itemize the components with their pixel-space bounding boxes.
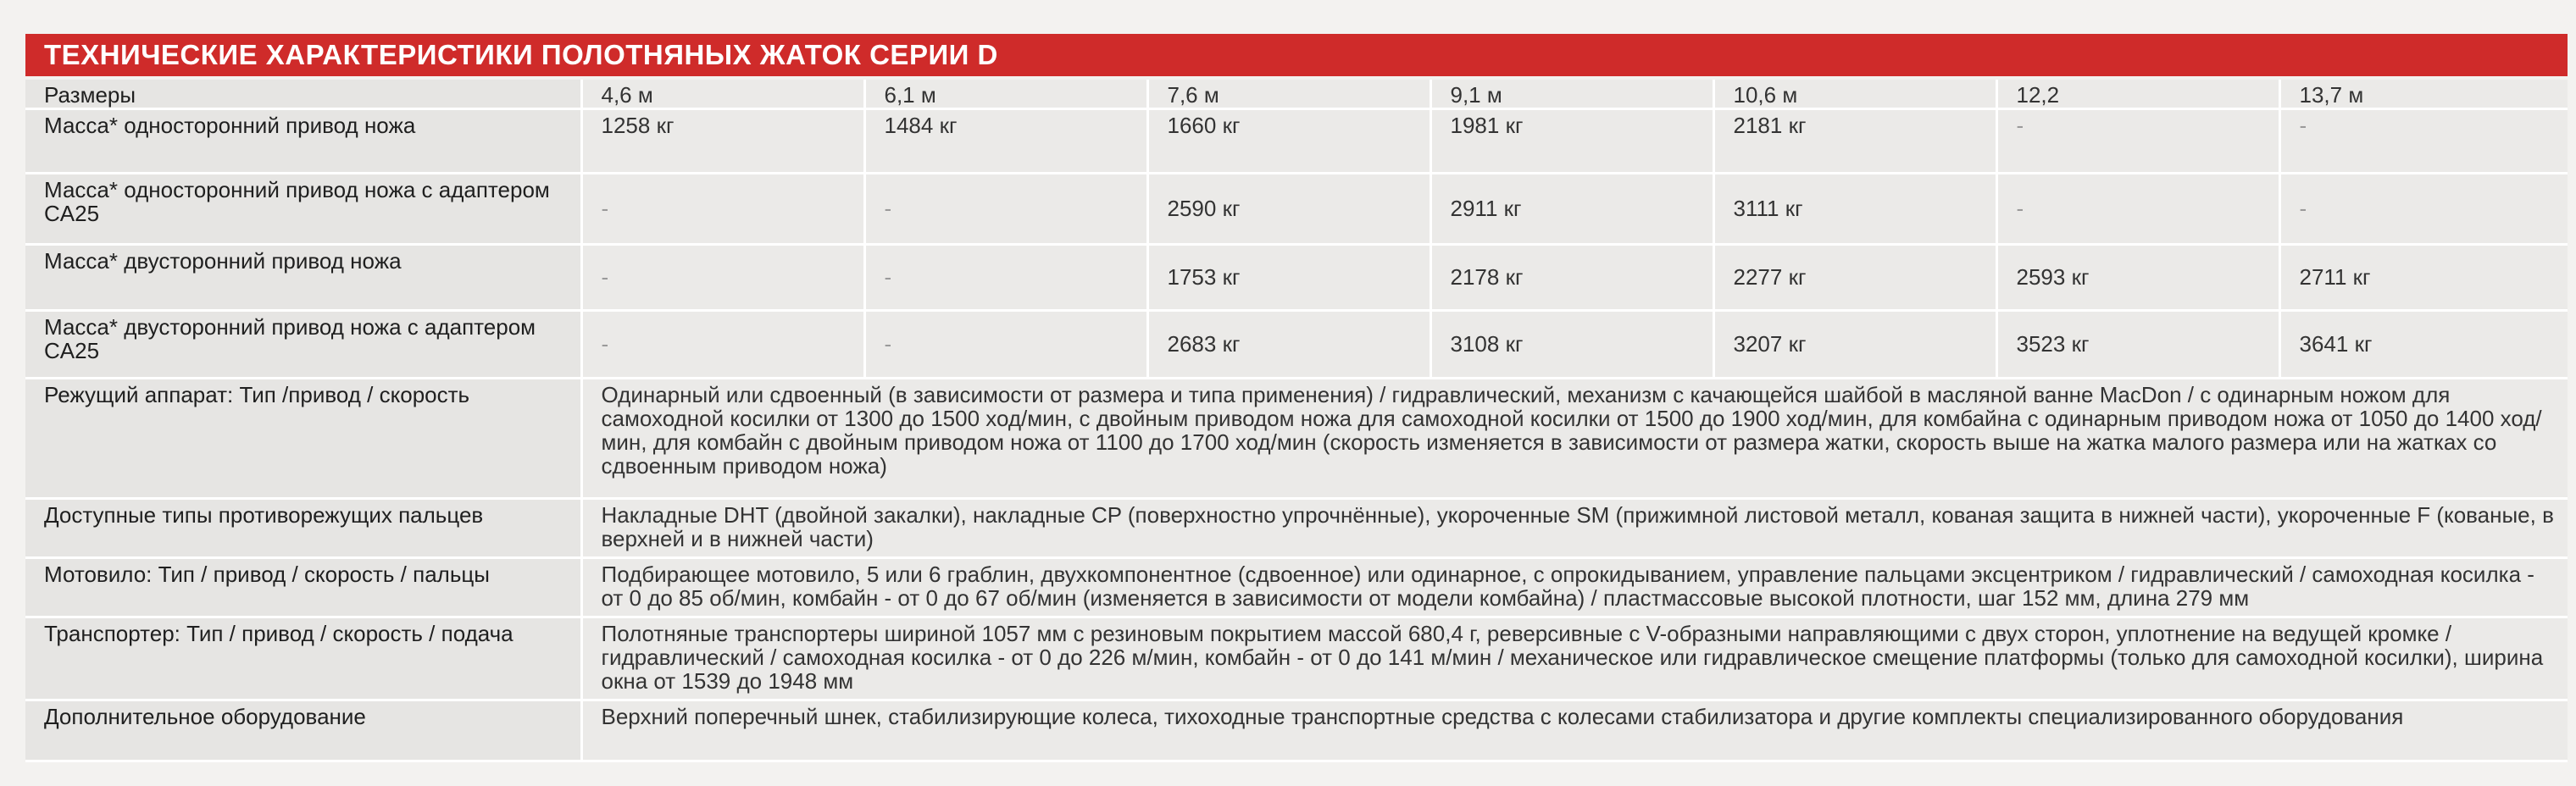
row-label: Транспортер: Тип / привод / скорость / подача [25, 617, 581, 700]
table-row-cutter [25, 378, 2568, 498]
value-cell: 1660 кг [1147, 108, 1430, 173]
table-title-banner: ТЕХНИЧЕСКИЕ ХАРАКТЕРИСТИКИ ПОЛОТНЯНЫХ ЖАТОК СЕРИИ D [25, 34, 2568, 76]
value-cell: 2178 кг [1430, 244, 1713, 310]
size-cell: 13,7 м [2279, 80, 2568, 108]
table-row-mass-single-ca25 [25, 173, 2568, 244]
value-cell: - [1996, 108, 2279, 173]
row-label: Режущий аппарат: Тип /привод / скорость [25, 378, 581, 498]
value-cell: - [2279, 108, 2568, 173]
table-row-mass-double [25, 244, 2568, 310]
size-cell: 4,6 м [581, 80, 864, 108]
row-label: Размеры [25, 80, 581, 108]
value-cell: 1753 кг [1147, 244, 1430, 310]
table-row-sizes [25, 80, 2568, 108]
row-label: Доступные типы противорежущих пальцев [25, 498, 581, 557]
size-cell: 7,6 м [1147, 80, 1430, 108]
value-cell: - [581, 310, 864, 378]
value-cell: 3207 кг [1713, 310, 1996, 378]
table-row-reel [25, 557, 2568, 617]
table-row-mass-double-ca25 [25, 310, 2568, 378]
description-cell: Накладные DHT (двойной закалки), накладные CP (поверхностно упрочнённые), укороченные SM (прижимной листовой металл, кованая защита в нижней части), укороченные F (кованые, в верхней и в нижней части) [581, 498, 2568, 557]
value-cell: 3641 кг [2279, 310, 2568, 378]
description-cell: Одинарный или сдвоенный (в зависимости от размера и типа применения) / гидравлический, механизм с качающейся шайбой в масляной ванне MacDon / с одинарным ножом для самоходной косилки от 1300 до 1500 ход/мин, с двойным приводом ножа для самоходной косилки от 1500 до 1900 ход/мин, для комбайна с одинарным приводом ножа от 1050 до 1400 ход/мин, для комбайн с двойным приводом ножа от 1100 до 1700 ход/мин (скорость изменяется в зависимости от размера жатки, скорость выше на жатка малого размера или на жатках со сдвоенным приводом ножа) [581, 378, 2568, 498]
value-cell: 1258 кг [581, 108, 864, 173]
value-cell: - [864, 310, 1147, 378]
value-cell: 3523 кг [1996, 310, 2279, 378]
value-cell: 3108 кг [1430, 310, 1713, 378]
value-cell: 2590 кг [1147, 173, 1430, 244]
value-cell: 2683 кг [1147, 310, 1430, 378]
description-cell: Полотняные транспортеры шириной 1057 мм с резиновым покрытием массой 680,4 г, реверсивные с V-образными направляющими с двух сторон, уплотнение на ведущей кромке / гидравлический / самоходная косилка - от 0 до 226 м/мин, комбайн - от 0 до 141 м/мин / механическое или гидравлическое смещение платформы (только для самоходной косилки), ширина окна от 1539 до 1948 мм [581, 617, 2568, 700]
row-label: Дополнительное оборудование [25, 700, 581, 761]
size-cell: 12,2 [1996, 80, 2279, 108]
row-label: Масса* двусторонний привод ножа с адаптером CA25 [25, 310, 581, 378]
value-cell: - [1996, 173, 2279, 244]
value-cell: 2711 кг [2279, 244, 2568, 310]
value-cell: - [864, 244, 1147, 310]
size-cell: 10,6 м [1713, 80, 1996, 108]
row-label: Масса* односторонний привод ножа с адаптером CA25 [25, 173, 581, 244]
table-row-options [25, 700, 2568, 761]
value-cell: 2277 кг [1713, 244, 1996, 310]
size-cell: 6,1 м [864, 80, 1147, 108]
table-row-guards [25, 498, 2568, 557]
value-cell: 1981 кг [1430, 108, 1713, 173]
specifications-table [25, 80, 2568, 762]
value-cell: 3111 кг [1713, 173, 1996, 244]
value-cell: 2181 кг [1713, 108, 1996, 173]
value-cell: - [581, 173, 864, 244]
row-label: Масса* односторонний привод ножа [25, 108, 581, 173]
value-cell: 2593 кг [1996, 244, 2279, 310]
description-cell: Подбирающее мотовило, 5 или 6 граблин, двухкомпонентное (сдвоенное) или одинарное, с опрокидыванием, управление пальцами эксцентриком / гидравлический / самоходная косилка - от 0 до 85 об/мин, комбайн - от 0 до 67 об/мин (изменяется в зависимости от модели комбайна) / пластмассовые высокой плотности, шаг 152 мм, длина 279 мм [581, 557, 2568, 617]
value-cell: 1484 кг [864, 108, 1147, 173]
row-label: Масса* двусторонний привод ножа [25, 244, 581, 310]
table-row-conveyor [25, 617, 2568, 700]
value-cell: - [581, 244, 864, 310]
value-cell: 2911 кг [1430, 173, 1713, 244]
description-cell: Верхний поперечный шнек, стабилизирующие колеса, тихоходные транспортные средства с колесами стабилизатора и другие комплекты специализированного оборудования [581, 700, 2568, 761]
value-cell: - [2279, 173, 2568, 244]
row-label: Мотовило: Тип / привод / скорость / пальцы [25, 557, 581, 617]
table-row-mass-single [25, 108, 2568, 173]
value-cell: - [864, 173, 1147, 244]
size-cell: 9,1 м [1430, 80, 1713, 108]
